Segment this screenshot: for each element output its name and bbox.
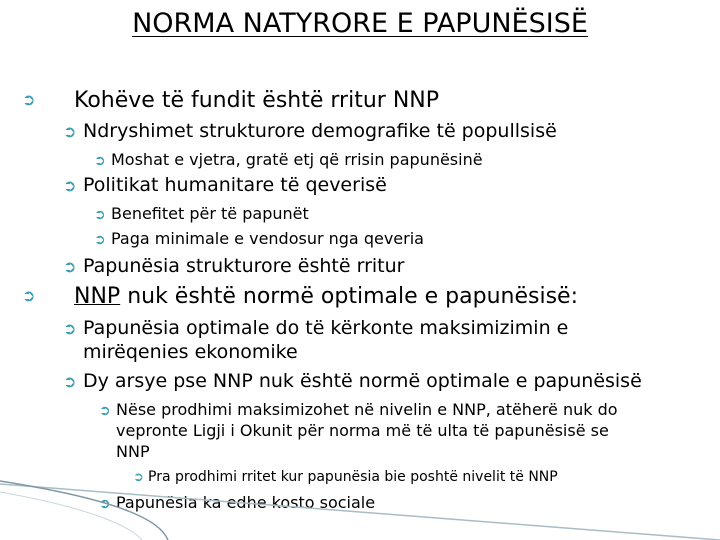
bullet-item-minimum-wage — [94, 229, 424, 248]
bullet-text: Ndryshimet strukturore demografike të popullsisë — [83, 120, 557, 142]
bullet-text: Papunësia strukturore është rritur — [83, 255, 405, 277]
bullet-text: Pra prodhimi rritet kur papunësia bie poshtë nivelit të NNP — [148, 469, 558, 485]
bullet-text: Kohëve të fundit është rritur NNP — [74, 88, 439, 113]
bullet-item-humanitarian-policies — [63, 174, 387, 196]
bullet-text: Benefitet për të papunët — [111, 204, 309, 223]
arrow-bullet-icon: ➲ — [63, 257, 77, 276]
bullet-item-older-ages — [94, 150, 483, 169]
bullet-text: Dy arsye pse NNP nuk është normë optimale e papunësisë — [83, 370, 642, 392]
bullet-text: nuk është normë optimale e papunësisë: — [127, 284, 578, 309]
arrow-bullet-icon: ➲ — [94, 153, 106, 169]
arrow-bullet-icon: ➲ — [63, 176, 77, 195]
arrow-bullet-icon: ➲ — [22, 90, 36, 109]
bullet-text: Papunësia optimale do të kërkonte maksimizimin e — [83, 317, 569, 339]
arrow-bullet-icon: ➲ — [99, 496, 111, 512]
nnp-abbreviation: NNP — [74, 284, 121, 309]
bullet-item-social-cost — [99, 493, 375, 512]
slide-title: NORMA NATYRORE E PAPUNËSISË — [132, 8, 588, 39]
arrow-bullet-icon: ➲ — [94, 232, 106, 248]
bullet-text: Nëse prodhimi maksimizohet në nivelin e NNP, atëherë nuk do — [116, 400, 618, 419]
arrow-bullet-icon: ➲ — [94, 207, 106, 223]
arrow-bullet-icon: ➲ — [133, 470, 144, 485]
bullet-item-nnp-increase — [22, 88, 439, 113]
arrow-bullet-icon: ➲ — [99, 403, 111, 419]
arrow-bullet-icon: ➲ — [22, 286, 36, 305]
bullet-continuation: vepronte Ligji i Okunit për norma më të ulta të papunësisë se — [116, 421, 609, 440]
bullet-item-optimal-unemployment — [63, 317, 568, 339]
bullet-item-okun-law — [99, 400, 618, 419]
bullet-item-demographic — [63, 120, 557, 142]
bullet-item-benefits — [94, 204, 309, 223]
bullet-text: Moshat e vjetra, gratë etj që rrisin papunësinë — [111, 150, 483, 169]
bullet-text: Politikat humanitare të qeverisë — [83, 174, 387, 196]
arrow-bullet-icon: ➲ — [63, 372, 77, 391]
bullet-continuation: mirëqenies ekonomike — [83, 341, 298, 363]
decorative-corner-lines — [0, 440, 720, 540]
bullet-text: Paga minimale e vendosur nga qeveria — [111, 229, 424, 248]
bullet-item-nnp-not-optimal — [22, 284, 578, 309]
arrow-bullet-icon: ➲ — [63, 319, 77, 338]
arrow-bullet-icon: ➲ — [63, 122, 77, 141]
bullet-continuation: NNP — [116, 442, 150, 461]
bullet-item-structural-unemployment — [63, 255, 404, 277]
bullet-text: Papunësia ka edhe kosto sociale — [116, 493, 376, 512]
bullet-item-two-reasons — [63, 370, 642, 392]
bullet-item-output-rises — [133, 469, 558, 485]
